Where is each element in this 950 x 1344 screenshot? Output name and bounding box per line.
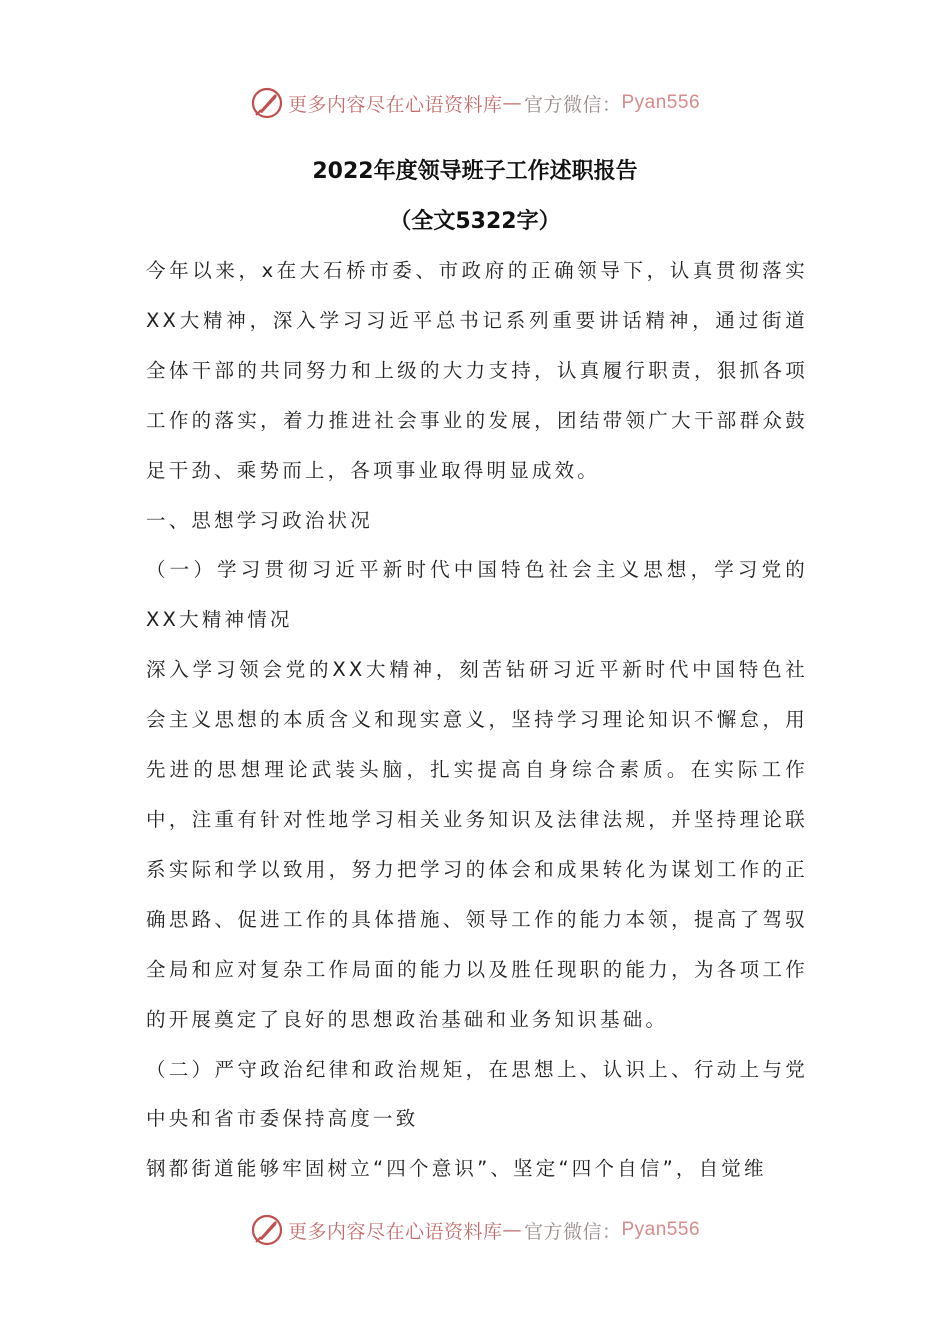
section-heading-1: 一、思想学习政治状况 (146, 508, 374, 532)
watermark-wechat-label: 官方微信： (523, 93, 622, 116)
watermark-footer (0, 1210, 950, 1250)
watermark-dash: — (502, 1219, 522, 1241)
document-title: 2022年度领导班子工作述职报告 (312, 159, 638, 184)
watermark-wechat-label: 官方微信： (523, 1220, 622, 1243)
quill-logo-icon (250, 86, 284, 120)
paragraph-study: 深入学习领会党的XX大精神，刻苦钻研习近平新时代中国特色社会主义思想的本质含义和现实意义，坚持学习理论知识不懈怠，用先进的思想理论武装头脑，扎实提高自身综合素质。在实际工作中，注重有针对性地学习相关业务知识及法律法规，并坚持理论联系实际和学以致用，努力把学习的体会和成果转化为谋划工作的正确思路、促进工作的具体措施、领导工作的能力本领，提高了驾驭全局和应对复杂工作局面的能力以及胜任现职的能力，为各项工作的开展奠定了良好的思想政治基础和业务知识基础。 (146, 658, 808, 1031)
document-body (146, 246, 808, 1194)
watermark-site: 更多内容尽在心语资料库 (287, 93, 503, 116)
watermark-handle: Pyan556 (621, 92, 701, 113)
quill-logo-icon (250, 1213, 284, 1247)
watermark-site: 更多内容尽在心语资料库 (287, 1220, 503, 1243)
watermark-dash: — (502, 92, 522, 114)
document-subtitle: （全文5322字） (389, 209, 561, 234)
paragraph-intro: 今年以来，x在大石桥市委、市政府的正确领导下，认真贯彻落实XX大精神，深入学习习近平总书记系列重要讲话精神，通过街道全体干部的共同努力和上级的大力支持，认真履行职责，狠抓各项工作的落实，着力推进社会事业的发展，团结带领广大干部群众鼓足干劲、乘势而上，各项事业取得明显成效。 (146, 259, 808, 482)
subsection-heading-2: （二）严守政治纪律和政治规矩，在思想上、认识上、行动上与党中央和省市委保持高度一致 (146, 1057, 808, 1131)
paragraph-discipline: 钢都街道能够牢固树立“四个意识”、坚定“四个自信”，自觉维 (146, 1157, 767, 1181)
subsection-heading-1: （一）学习贯彻习近平新时代中国特色社会主义思想，学习党的XX大精神情况 (146, 558, 808, 632)
watermark-handle: Pyan556 (621, 1219, 701, 1240)
watermark-header (0, 83, 950, 123)
